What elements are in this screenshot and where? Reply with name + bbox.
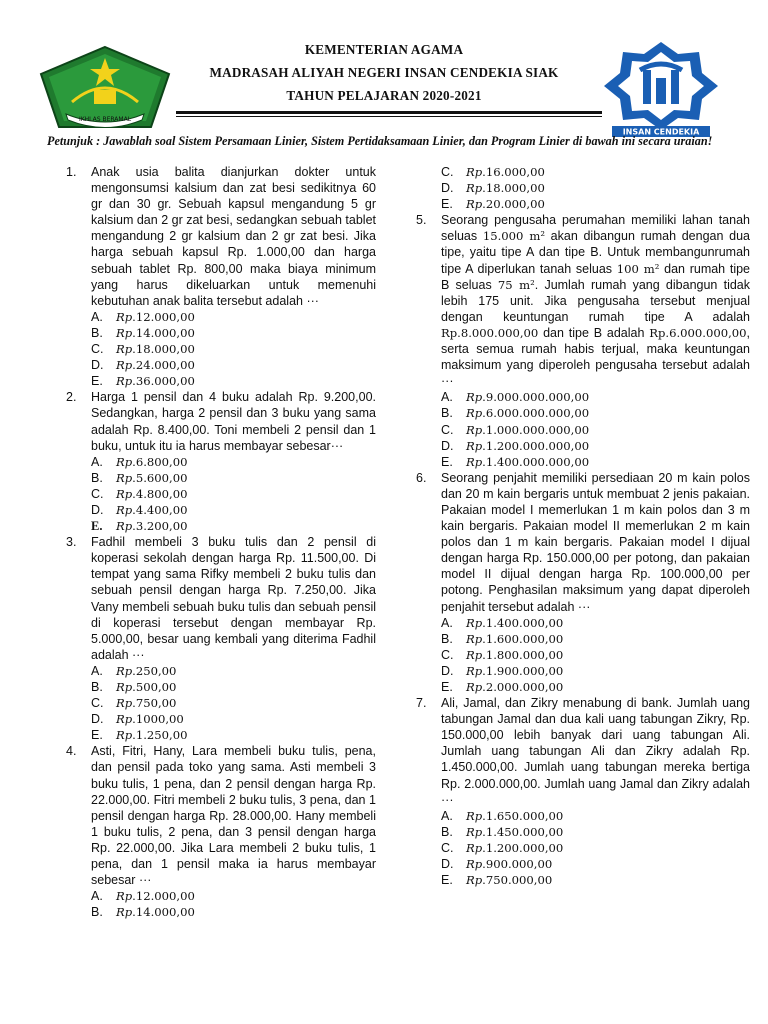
question-number: 4. bbox=[66, 744, 77, 759]
option: D. Rp.1.200.000.000,00 bbox=[441, 438, 590, 453]
option: C. Rp.16.000,00 bbox=[441, 165, 545, 179]
logo-left-motto: IKHLAS BERAMAL bbox=[78, 116, 132, 123]
question-3 bbox=[64, 534, 376, 743]
option: E. Rp.1.400.000.000,00 bbox=[441, 454, 590, 469]
question-number: 1. bbox=[66, 165, 77, 179]
option: D. Rp.18.000,00 bbox=[441, 181, 545, 196]
question-number: 5. bbox=[416, 213, 427, 228]
option: B. Rp.6.000.000.000,00 bbox=[441, 406, 590, 421]
insan-cendekia-logo-icon bbox=[598, 40, 724, 138]
question-text: Seorang pengusaha perumahan memiliki lahan tanah seluas 15.000 m² akan dibangun rumah dengan dua tipe, yaitu tipe A dan tipe B. Untuk membangunrumah tipe A diperlukan tanah seluas 100 m² dan rumah tipe B seluas 75 m². Jumlah rumah yang dibangun tidak lebih 175 unit. Jika pengusaha tersebut menjual dengan keuntungan rumah tipe A adalah Rp.8.000.000,00 dan tipe B adalah Rp.6.000.000,00, serta semua rumah habis terjual, maka keuntungan maksimum yang diperoleh pengusaha tersebut adalah ··· bbox=[441, 213, 750, 389]
option: D. Rp.1.900.000,00 bbox=[441, 663, 564, 678]
option: C. Rp.1.200.000,00 bbox=[441, 840, 564, 855]
option: D. Rp.1000,00 bbox=[91, 712, 184, 727]
option: E. Rp.3.200,00 bbox=[91, 519, 188, 534]
option: B. Rp.500,00 bbox=[91, 680, 177, 694]
option: B. Rp.5.600,00 bbox=[91, 470, 188, 485]
question-number: 7. bbox=[416, 696, 427, 711]
instruction-text: Petunjuk : Jawablah soal Sistem Persamaan Linier, Sistem Pertidaksamaan Linier, dan Program Linier di bawah ini secara uraian! bbox=[47, 134, 713, 148]
question-text: Anak usia balita dianjurkan dokter untuk mengonsumsi kalsium dan zat besi sedikitnya 60 gr dan 30 gr. Sebuah kapsul mengandung 5 gr kalsium dan 2 gr zat besi, sedangkan sebuah tablet mengandung 2 gr kalsium dan 2 gr zat besi. Jika harga sebuah kapsul Rp. 1.000,00 dan harga sebuah tablet Rp. 800,00 maka biaya minimum yang harus dikeluarkan untuk memenuhi kebutuhan anak balita tersebut adalah ··· bbox=[91, 165, 376, 308]
question-number: 6. bbox=[416, 470, 427, 485]
option: C. Rp.750,00 bbox=[91, 696, 177, 711]
question-number: 3. bbox=[66, 535, 77, 550]
question-text: Seorang penjahit memiliki persediaan 20 m kain polos dan 20 m kain bergaris untuk membuat 2 jenis pakaian. Pakaian model I memerlukan 1 m kain polos dan 3 m kain bergaris. Pakaian model II memerlukan 2 m kain polos dan 1 m kain bergaris. Pakaian model I dijual dengan harga Rp. 150.000,00 per potong, dan pakaian model II dijual dengan harga Rp. 100.000,00 per potong. Penghasilan maksimum yang dapat diperoleh penjahit tersebut adalah ··· bbox=[441, 470, 750, 614]
option: E. Rp.750.000,00 bbox=[441, 873, 553, 888]
option: A. Rp.9.000.000.000,00 bbox=[441, 390, 590, 405]
question-text: Ali, Jamal, dan Zikry menabung di bank. Jumlah uang tabungan Jamal dan dua kali uang tabungan Zikry, Rp. 150.000,00 lebih banyak dari uang tabungan Ali. Jumlah uang tabungan Ali dan Zikry adalah Rp. 1.450.000,00. Jumlah uang tabungan mereka bertiga Rp. 2.000.000,00. Jumlah uang Jamal dan Zikry adalah ··· bbox=[441, 696, 750, 807]
option: A. Rp.12.000,00 bbox=[91, 889, 195, 904]
option: D. Rp.24.000,00 bbox=[91, 358, 195, 373]
option: B. Rp.14.000,00 bbox=[91, 905, 195, 920]
option: E. Rp.20.000,00 bbox=[441, 197, 545, 212]
question-2 bbox=[64, 389, 376, 534]
option: A. Rp.250,00 bbox=[91, 663, 177, 678]
option: D. Rp.4.400,00 bbox=[91, 502, 188, 517]
option: A. Rp.12.000,00 bbox=[91, 309, 195, 324]
question-4 bbox=[64, 743, 376, 920]
question-6 bbox=[414, 470, 750, 695]
option: B. Rp.14.000,00 bbox=[91, 325, 195, 340]
question-7 bbox=[414, 695, 750, 888]
question-5 bbox=[414, 212, 750, 470]
option: E. Rp.2.000.000,00 bbox=[441, 680, 564, 694]
header-rule-thick bbox=[176, 111, 602, 114]
option: E. Rp.1.250,00 bbox=[91, 728, 188, 743]
left-column bbox=[64, 164, 376, 920]
option: A. Rp.6.800,00 bbox=[91, 454, 188, 469]
question-text: Asti, Fitri, Hany, Lara membeli buku tulis, pena, dan pensil pada toko yang sama. Asti membeli 3 buku tulis, 1 pena, dan 2 pensil dengan harga Rp. 22.000,00. Fitri membeli 2 buku tulis, 3 pena, dan 1 pensil dengan harga Rp. 28.000,00. Hany membeli 1 buku tulis, 2 pena, dan 3 pensil dengan harga Rp. 22.000,00. Jika Lara membeli 2 buku tulis, 1 pena, dan 1 pensil maka ia harus membayar sebesar ··· bbox=[91, 744, 376, 888]
question-number: 2. bbox=[66, 390, 77, 405]
option: A. Rp.1.400.000,00 bbox=[441, 615, 564, 630]
logo-right-caption: INSAN CENDEKIA bbox=[622, 127, 700, 137]
option: B. Rp.1.450.000,00 bbox=[441, 824, 564, 839]
option: C. Rp.4.800,00 bbox=[91, 486, 188, 501]
kemenag-logo-icon bbox=[38, 44, 172, 130]
header-school: MADRASAH ALIYAH NEGERI INSAN CENDEKIA SIAK bbox=[209, 65, 559, 80]
question-1 bbox=[64, 164, 376, 389]
question-text: Harga 1 pensil dan 4 buku adalah Rp. 9.200,00. Sedangkan, harga 2 pensil dan 3 buku yang sama adalah Rp. 8.400,00. Toni membeli 2 pensil dan 1 buku, untuk itu ia harus membayar sebesar··· bbox=[91, 390, 376, 453]
right-column bbox=[414, 164, 750, 888]
option: C. Rp.1.800.000,00 bbox=[441, 647, 564, 662]
question-text: Fadhil membeli 3 buku tulis dan 2 pensil di koperasi sekolah dengan harga Rp. 11.500,00. Di tempat yang sama Rifky membeli 2 buku tulis dan sebuah pensil dengan harga Rp. 7.250,00. Jika Vany membeli sebuah buku tulis dan sebuah pensil di koperasi tersebut dengan membayar Rp. 5.000,00, besar uang kembali yang diterima Fadhil adalah ··· bbox=[91, 535, 376, 662]
option: D. Rp.900.000,00 bbox=[441, 857, 553, 872]
header-rule-thin bbox=[176, 116, 602, 117]
option: C. Rp.18.000,00 bbox=[91, 342, 195, 357]
header-ministry: KEMENTERIAN AGAMA bbox=[304, 42, 464, 57]
option: B. Rp.1.600.000,00 bbox=[441, 631, 564, 646]
option: A. Rp.1.650.000,00 bbox=[441, 808, 564, 823]
option: E. Rp.36.000,00 bbox=[91, 374, 195, 389]
option: C. Rp.1.000.000.000,00 bbox=[441, 422, 590, 437]
question-4-continued bbox=[414, 164, 750, 212]
header-year: TAHUN PELAJARAN 2020-2021 bbox=[286, 88, 482, 103]
